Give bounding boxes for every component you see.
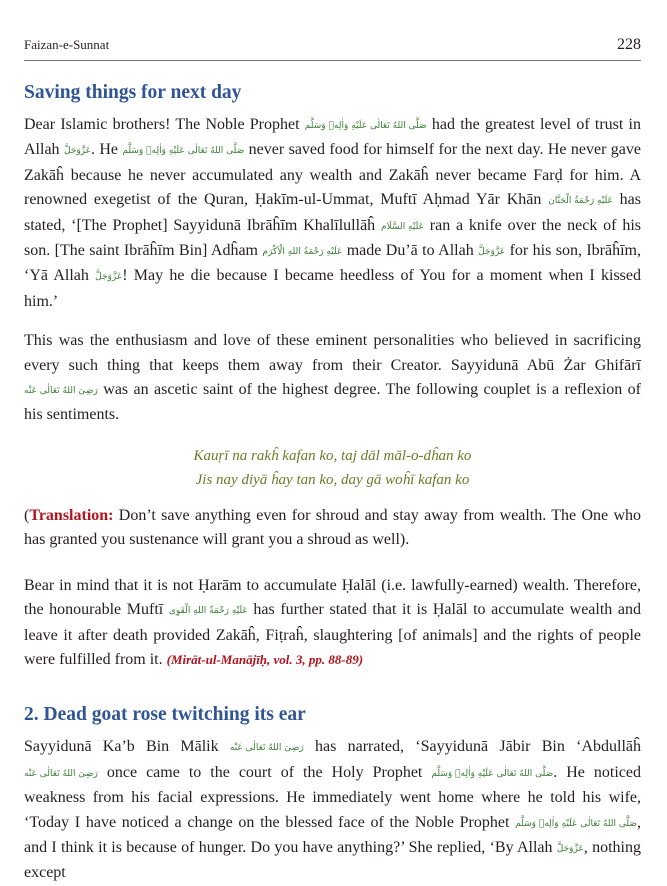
calligraphy-salutation: رَضِىَ اللهُ تَعَالٰى عَنْه xyxy=(229,743,304,754)
calligraphy-salutation: صَلَّى اللهُ تَعَالٰى عَلَيْهِ وَاٰلِهٖ وَسَلَّم xyxy=(431,768,554,779)
paragraph: Bear in mind that it is not Ḥarām to accumulate Ḥalāl (i.e. lawfully-earned) wealth. Therefore, the honourable Muftī عَلَيْهِ رَحْمَةُ اللهِ الْقَوِی has further stated that it is Ḥalāl to accumulate wealth and leave it after death provided Zakāĥ, Fiṭraĥ, slaughtering [of animals] and the rights of people were fulfilled from it. (Mirāt-ul-Manājīḥ, vol. 3, pp. 88-89) xyxy=(24,576,642,668)
calligraphy-salutation: عَلَيْهِ رَحْمَةُ الْحَنَّان xyxy=(548,196,613,207)
calligraphy-salutation: عَلَيْهِ رَحْمَةُ اللهِ الْقَوِی xyxy=(168,606,248,617)
calligraphy-salutation: صَلَّى اللهُ تَعَالٰى عَلَيْهِ وَاٰلِهٖ وَسَلَّم xyxy=(122,146,245,157)
paragraph: This was the enthusiasm and love of these eminent personalities who believed in sacrificing every such thing that keeps them away from their Creator. Sayyidunā Abū Żar Ghifārī رَضِىَ اللهُ تَعَالٰى عَنْه was an ascetic saint of the highest degree. The following couplet is a reflexion of his sentiments. xyxy=(24,332,641,424)
calligraphy-salutation: رَضِىَ اللهُ تَعَالٰى عَنْه xyxy=(24,386,98,397)
page-number: 228 xyxy=(617,36,641,53)
calligraphy-salutation: عَزَّوَجَلَّ xyxy=(63,146,91,157)
reference-citation: (Mirāt-ul-Manājīḥ, vol. 3, pp. 88-89) xyxy=(166,651,364,667)
section-heading-dead-goat: 2. Dead goat rose twitching its ear xyxy=(24,704,306,726)
calligraphy-salutation: عَزَّوَجَلَّ xyxy=(556,843,584,854)
translation-paragraph: (Translation: Don’t save anything even for shroud and stay away from wealth. The One who has granted you sustenance will grant you a shroud as well). xyxy=(24,506,641,549)
page-content xyxy=(24,80,641,886)
calligraphy-salutation: رَضِىَ اللهُ تَعَالٰى عَنْه xyxy=(24,768,98,779)
calligraphy-salutation: عَزَّوَجَلَّ xyxy=(478,247,506,258)
couplet xyxy=(24,444,641,492)
couplet-line: Jis nay diyā ĥay tan ko, day gā woĥī kafan ko xyxy=(195,471,470,488)
paragraph: Dear Islamic brothers! The Noble Prophet صَلَّى اللهُ تَعَالٰى عَلَيْهِ وَاٰلِهٖ وَسَلَّم had the greatest level of trust in Allah عَزَّوَجَلَّ. He صَلَّى اللهُ تَعَالٰى عَلَيْهِ وَاٰلِهٖ وَسَلَّم never saved food for himself for the next day. He never gave Zakāĥ because he never accumulated any wealth and Zakāĥ never became Farḍ for him. A renowned exegetist of the Quran, Ḥakīm-ul-Ummat, Muftī Aḥmad Yār Khān عَلَيْهِ رَحْمَةُ الْحَنَّان has stated, ‘[The Prophet] Sayyidunā Ibrāĥīm Khalīlullāĥ عَلَيْهِ السَّلَام ran a knife over the neck of his son. [The saint Ibrāĥīm Bin] Adĥam عَلَيْهِ رَحْمَةُ اللهِ الْاَكْرَم made Du’ā to Allah عَزَّوَجَلَّ for his son, Ibrāĥīm, ‘Yā Allah عَزَّوَجَلَّ! May he die because I became heedless of You for a moment when I kissed him.’ xyxy=(24,116,642,310)
section-heading-saving: Saving things for next day xyxy=(24,82,242,103)
paragraph: Sayyidunā Ka’b Bin Mālik رَضِىَ اللهُ تَعَالٰى عَنْه has narrated, ‘Sayyidunā Jābir Bin ‘Abdullāĥ رَضِىَ اللهُ تَعَالٰى عَنْه once came to the court of the Holy Prophet صَلَّى اللهُ تَعَالٰى عَلَيْهِ وَاٰلِهٖ وَسَلَّم. He noticed weakness from his facial expressions. He immediately went home where he told his wife, ‘Today I have noticed a change on the blessed face of the Noble Prophet صَلَّى اللهُ تَعَالٰى عَلَيْهِ وَاٰلِهٖ وَسَلَّم, and I think it is because of hunger. Do you have anything?’ She replied, ‘By Allah عَزَّوَجَلَّ, nothing except xyxy=(24,738,642,882)
book-title: Faizan-e-Sunnat xyxy=(24,37,110,52)
running-header xyxy=(24,36,641,54)
calligraphy-salutation: صَلَّى اللهُ تَعَالٰى عَلَيْهِ وَاٰلِهٖ وَسَلَّم xyxy=(515,818,637,829)
calligraphy-salutation: عَلَيْهِ السَّلَام xyxy=(380,221,424,232)
calligraphy-salutation: عَلَيْهِ رَحْمَةُ اللهِ الْاَكْرَم xyxy=(262,247,343,258)
header-divider xyxy=(24,60,641,61)
calligraphy-salutation: صَلَّى اللهُ تَعَالٰى عَلَيْهِ وَاٰلِهٖ وَسَلَّم xyxy=(304,121,427,131)
calligraphy-salutation: عَزَّوَجَلَّ xyxy=(95,272,123,283)
couplet-line: Kauṛī na rakĥ kafan ko, taj dāl māl-o-dĥan ko xyxy=(193,447,472,464)
translation-label: Translation: xyxy=(29,506,114,524)
